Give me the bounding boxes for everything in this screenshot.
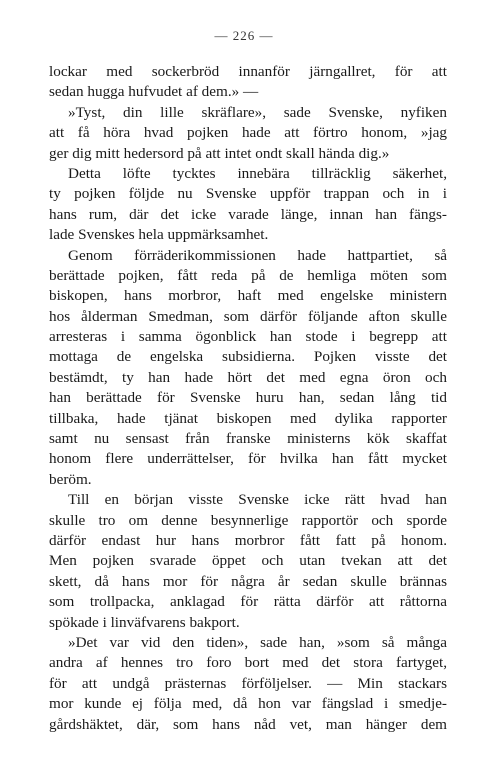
text-line: Genom förräderikommissionen hade hattpartiet, så	[68, 246, 447, 264]
text-line: beröm.	[49, 470, 92, 488]
text-line: hos ålderman Smedman, som därför följande afton skulle	[49, 307, 447, 325]
text-line: samt nu sensast från franske ministerns kök skaffat	[49, 430, 447, 448]
paragraph	[49, 490, 447, 633]
text-line: Detta löfte tycktes innebära tillräcklig säkerhet,	[68, 164, 447, 182]
paragraph	[49, 62, 447, 103]
text-line: lockar med sockerbröd innanför järngallret, för att	[49, 63, 447, 80]
text-line: ger dig mitt hedersord på att intet ondt skall hända dig.»	[49, 144, 390, 162]
text-line: arresteras i samma ögonblick han stode i begrepp att	[49, 328, 447, 346]
text-line: spökade i linväfvarens bakport.	[49, 613, 240, 631]
text-line: för att undgå prästernas förföljelser. — Min stackars	[49, 674, 447, 692]
text-line: gårdshäktet, där, som hans nåd vet, man hänger dem	[49, 715, 447, 733]
page-number: — 226 —	[214, 28, 274, 43]
text-line: Till en början visste Svenske icke rätt hvad han	[68, 491, 447, 509]
paragraph	[49, 164, 447, 246]
text-line: att få höra hvad pojken hade att förtro honom, »jag	[49, 124, 447, 142]
text-line: Men pojken svarade öppet och utan tvekan att det	[49, 552, 447, 570]
text-line: »Tyst, din lille skräflare», sade Svenske, nyfiken	[68, 103, 447, 121]
text-line: sedan hugga hufvudet af dem.» —	[49, 83, 259, 101]
text-line: skett, då hans mor för några år sedan skulle brännas	[49, 572, 447, 590]
paragraph	[49, 103, 447, 164]
text-line: bestämdt, ty han hade hört det med egna öron och	[49, 368, 447, 386]
body-text	[49, 62, 447, 735]
text-line: »Det var vid den tiden», sade han, »som så många	[68, 633, 447, 651]
paragraph	[49, 246, 447, 491]
text-line: han berättade för Svenske huru han, sedan lång tid	[49, 389, 447, 407]
text-line: berättade pojken, fått reda på de hemliga möten som	[49, 266, 447, 284]
text-line: andra af hennes tro foro bort med det stora fartyget,	[49, 654, 447, 672]
text-line: lade Svenskes hela uppmärksamhet.	[49, 226, 269, 244]
text-line: skulle tro om denne besynnerlige rapportör och sporde	[49, 511, 447, 529]
text-line: som trollpacka, anklagad för rätta därför att råttorna	[49, 593, 447, 611]
text-line: mottaga de engelska subsidierna. Pojken visste det	[49, 348, 447, 366]
text-line: honom flere underrättelser, för hvilka han fått mycket	[49, 450, 447, 468]
text-line: därför endast hur hans morbror fått fatt på honom.	[49, 531, 447, 549]
text-line: ty pojken följde nu Svenske uppför trappan och in i	[49, 185, 447, 203]
text-line: biskopen, hans morbror, haft med engelske ministern	[49, 287, 447, 305]
paragraph	[49, 633, 447, 735]
text-line: mor kunde ej följa med, då hon var fängslad i smedje-	[49, 695, 447, 713]
text-line: hans rum, där det icke varade länge, innan han fängs-	[49, 205, 447, 223]
text-line: tillbaka, hade tjänat biskopen med dylika rapporter	[49, 409, 447, 427]
